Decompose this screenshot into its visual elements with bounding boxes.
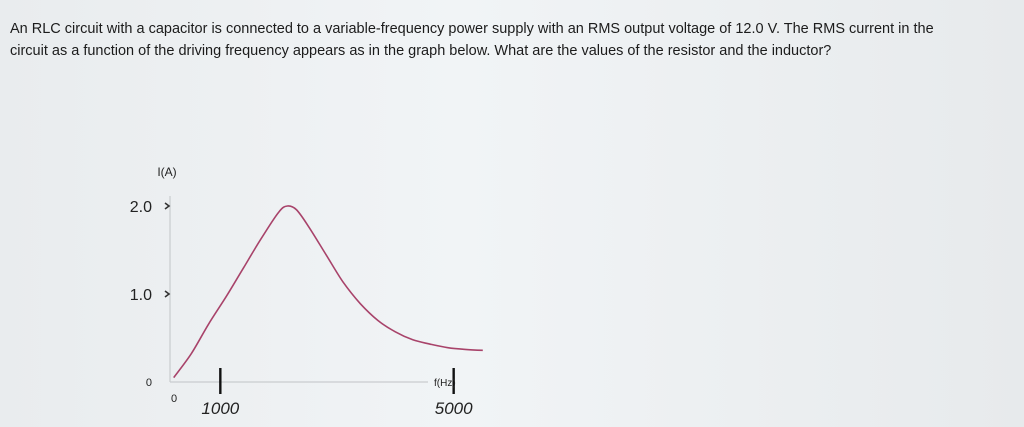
x-tick-label-5000: 5000 [434,399,473,418]
x-axis-label: f(Hz) [434,378,456,389]
y-tick-label-2.0: 2.0 [129,199,152,216]
x-tick-label-0: 0 [170,393,178,405]
y-tick-mark [165,291,169,297]
question-line-2: circuit as a function of the driving frequency appears as in the graph below. What are the values of the resistor and the inductor? [10,43,832,59]
question-line-1: An RLC circuit with a capacitor is connected to a variable-frequency power supply with an RMS output voltage of 12.0 V. The RMS current in the [10,21,934,37]
series-line-0 [174,206,483,378]
x-tick-label-1000: 1000 [201,399,240,418]
y-tick-label-0: 0 [145,377,152,389]
y-axis-label: I(A) [157,165,177,179]
y-tick-mark [165,203,169,209]
y-tick-label-1.0: 1.0 [129,287,152,304]
